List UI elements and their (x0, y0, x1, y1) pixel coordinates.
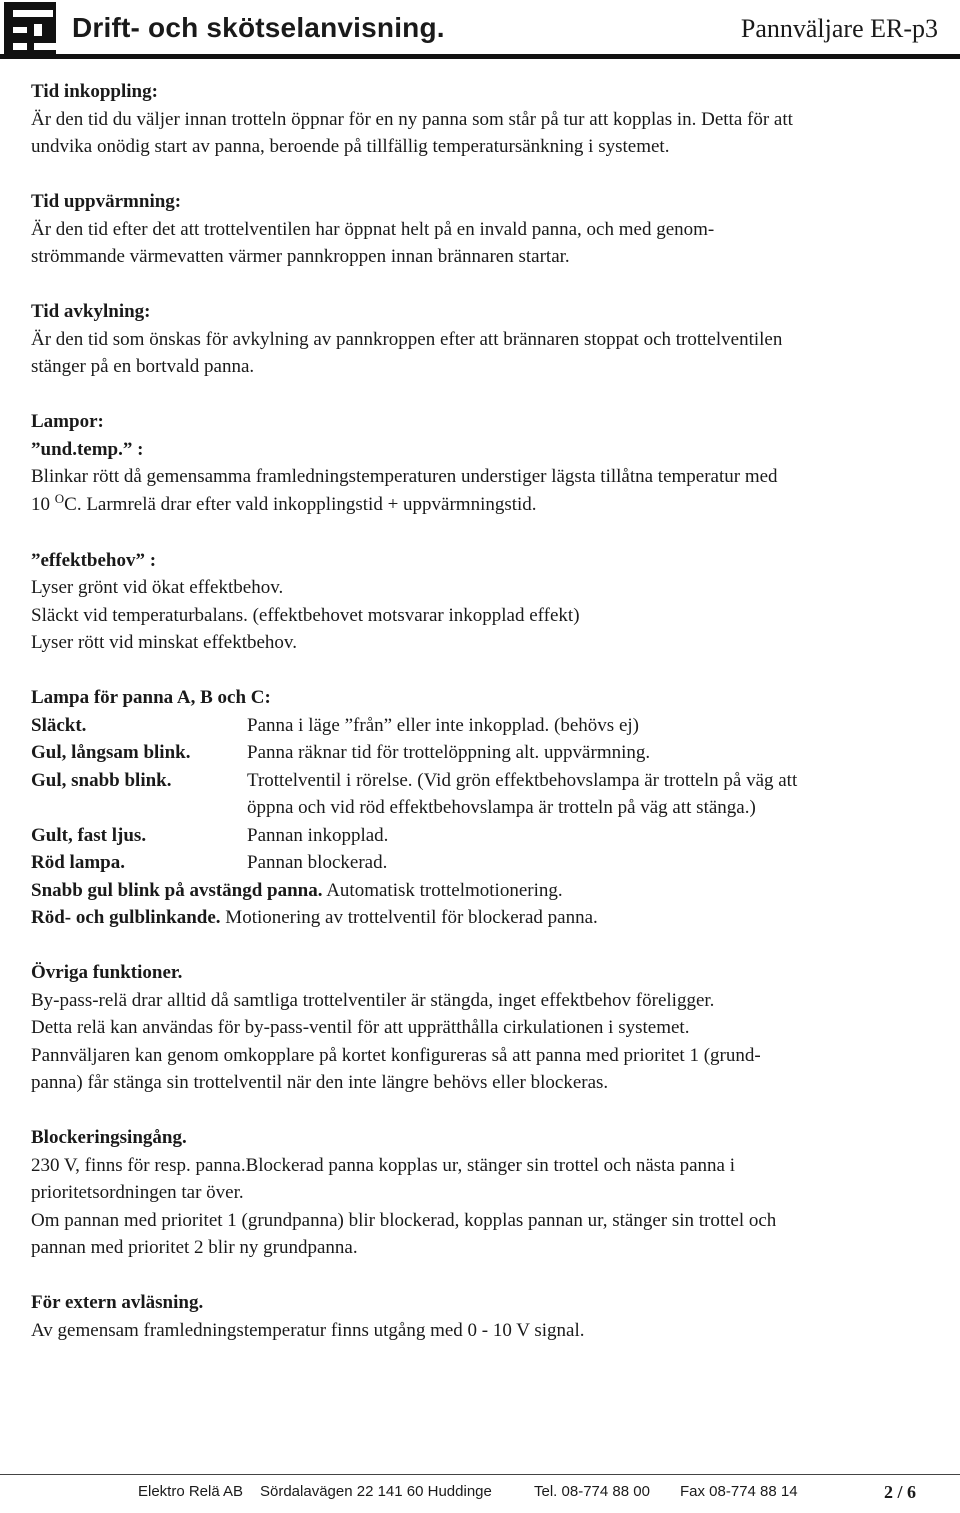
paragraph-line: strömmande värmevatten värmer pannkroppen innan brännaren startar. (31, 246, 570, 267)
paragraph-line (31, 904, 936, 932)
paragraph-line: By-pass-relä drar alltid då samtliga trottelventiler är stängda, inget effektbehov föreligger. (31, 989, 715, 1011)
section-tid-avkylning (31, 298, 936, 381)
section-heading: Tid uppvärmning: (31, 191, 182, 212)
paragraph-line: Lyser rött vid minskat effektbehov. (31, 632, 297, 653)
lamp-description: Panna i läge ”från” eller inte inkopplad. (behövs ej) (247, 714, 639, 736)
paragraph-line: 230 V, finns för resp. panna.Blockerad panna kopplas ur, stänger sin trottel och nästa panna i (31, 1154, 736, 1176)
document-body (31, 78, 936, 1344)
section-heading: Tid avkylning: (31, 301, 151, 322)
lamp-row (31, 712, 936, 740)
lamp-row (31, 849, 936, 877)
section-heading: Övriga funktioner. (31, 962, 183, 983)
paragraph-line: 10 $^O$C. Larmrelä drar efter vald inkopplingstid + uppvärmningstid. (31, 490, 537, 515)
footer-phone: Tel. 08-774 88 00 (534, 1483, 650, 1500)
lamp-state: Släckt. (31, 714, 87, 736)
section-extern-avlasning (31, 1289, 936, 1344)
lamp-state: Röd- och gulblinkande. (31, 907, 221, 928)
company-logo (4, 2, 56, 58)
section-blockeringsingang (31, 1124, 936, 1262)
paragraph-line: Detta relä kan användas för by-pass-ventil för att upprätthålla cirkulationen i systemet. (31, 1017, 690, 1038)
subsection-heading-effektbehov: ”effektbehov” : (31, 549, 157, 571)
page-number: 2 / 6 (884, 1482, 917, 1502)
lamp-description: Motionering av trottelventil för blockerad panna. (220, 907, 598, 928)
footer-address: Sördalavägen 22 141 60 Huddinge (260, 1483, 492, 1500)
section-ovriga-funktioner (31, 959, 936, 1097)
lamp-row (31, 739, 936, 767)
section-heading: Blockeringsingång. (31, 1127, 187, 1148)
footer-rule (0, 1474, 960, 1475)
lamp-description: Panna räknar tid för trottelöppning alt. uppvärmning. (247, 742, 651, 763)
section-heading: För extern avläsning. (31, 1292, 204, 1313)
paragraph-line: Släckt vid temperaturbalans. (effektbehovet motsvarar inkopplad effekt) (31, 604, 580, 626)
paragraph-line: Är den tid efter det att trottelventilen har öppnat helt på en invald panna, och med genom- (31, 218, 715, 240)
section-lampa-for-panna (31, 684, 936, 932)
paragraph-line: Pannväljaren kan genom omkopplare på kortet konfigureras så att panna med prioritet 1 (grund- (31, 1044, 761, 1066)
paragraph-line: Är den tid du väljer innan trotteln öppnar för en ny panna som står på tur att kopplas in. Detta för att (31, 108, 793, 130)
lamp-state: Röd lampa. (31, 852, 125, 873)
lamp-state: Gult, fast ljus. (31, 824, 147, 846)
lamp-description-continuation: öppna och vid röd effektbehovslampa är trotteln på väg att stänga.) (247, 797, 756, 818)
section-heading: Lampor: (31, 411, 104, 432)
paragraph-line: Av gemensam framledningstemperatur finns utgång med 0 - 10 V signal. (31, 1319, 585, 1341)
lamp-description: Pannan inkopplad. (247, 824, 389, 846)
lamp-description: Trottelventil i rörelse. (Vid grön effektbehovslampa är trotteln på väg att (247, 769, 798, 791)
paragraph-line: Om pannan med prioritet 1 (grundpanna) blir blockerad, kopplas pannan ur, stänger sin trottel och (31, 1209, 777, 1231)
section-tid-uppvarmning (31, 188, 936, 271)
paragraph-line: panna) får stänga sin trottelventil när den inte längre behövs eller blockeras. (31, 1072, 609, 1093)
product-name: Pannväljare ER-p3 (740, 14, 938, 43)
paragraph-line (31, 877, 936, 905)
lamp-row (31, 822, 936, 850)
page-header (0, 0, 960, 62)
header-rule (0, 54, 960, 59)
lamp-state: Gul, långsam blink. (31, 742, 191, 763)
paragraph-line: prioritetsordningen tar över. (31, 1182, 244, 1203)
paragraph-line: Lyser grönt vid ökat effektbehov. (31, 577, 284, 598)
degree-superscript: O (54, 490, 65, 506)
footer-fax: Fax 08-774 88 14 (680, 1483, 798, 1500)
section-heading: Tid inkoppling: (31, 81, 158, 102)
paragraph-line: Blinkar rött då gemensamma framledningstemperaturen understiger lägsta tillåtna temperatur med (31, 466, 778, 487)
section-tid-inkoppling (31, 78, 936, 161)
page-footer (0, 1482, 960, 1506)
paragraph-line: stänger på en bortvald panna. (31, 356, 255, 377)
section-lampor (31, 408, 936, 657)
lamp-description: Automatisk trottelmotionering. (322, 879, 563, 901)
paragraph-line: pannan med prioritet 2 blir ny grundpanna. (31, 1237, 358, 1258)
lamp-row (31, 767, 936, 795)
subsection-heading-und-temp: ”und.temp.” : (31, 438, 144, 460)
paragraph-line: undvika onödig start av panna, beroende på tillfällig temperatursänkning i systemet. (31, 136, 670, 157)
document-title: Drift- och skötselanvisning. (72, 12, 445, 43)
lamp-state: Snabb gul blink på avstängd panna. (31, 879, 323, 901)
footer-company: Elektro Relä AB (138, 1483, 244, 1500)
section-heading: Lampa för panna A, B och C: (31, 687, 271, 708)
paragraph-line: Är den tid som önskas för avkylning av pannkroppen efter att brännaren stoppat och trottelventilen (31, 328, 783, 350)
lamp-description: Pannan blockerad. (247, 852, 388, 873)
lamp-state: Gul, snabb blink. (31, 769, 172, 791)
